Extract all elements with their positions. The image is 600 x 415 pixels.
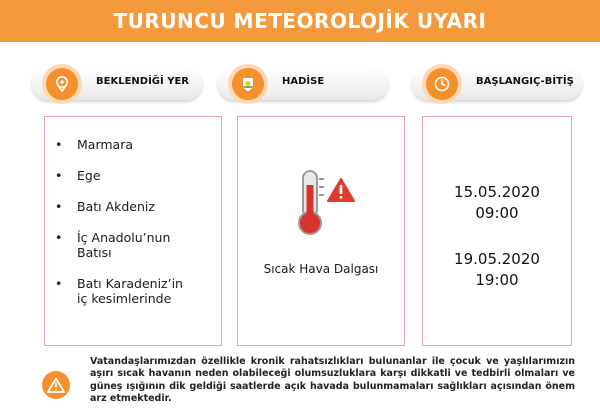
list-item: • Marmara: [55, 137, 133, 152]
banner-title: TURUNCU METEOROLOJİK UYARI: [113, 9, 487, 33]
disclaimer-text: Vatandaşlarımızdan özellikle kronik rahatsızlıkları bulunanlar ile çocuk ve yaşlılarımızın aşırı sıcak havanın neden olabileceği olumsuzluklara karşı dikkatli ve tedbirli olmaları ve güneş ışığının dik geldiği saatlerde açık havada bulunmamaları sağlıkları açısından önem arz etmektedir.: [90, 356, 575, 405]
location-pin-icon: [46, 68, 78, 100]
header-event-label: HADİSE: [282, 76, 325, 87]
header-event: [218, 64, 388, 104]
location-name: Ege: [77, 168, 101, 183]
disclaimer-warning-icon: [42, 371, 70, 399]
list-item: • Ege: [55, 168, 101, 183]
end-time: 19:00: [475, 271, 519, 289]
list-item: • Batı Akdeniz: [55, 199, 155, 214]
location-name: Batı Akdeniz: [77, 199, 155, 214]
end-date: 19.05.2020: [454, 250, 540, 268]
location-list: [55, 137, 215, 322]
thermometer-icon: [290, 169, 330, 237]
location-box: [44, 116, 222, 346]
warning-icon: [326, 177, 356, 203]
list-item: • İç Anadolu’nun Batısı: [55, 230, 171, 260]
header-location-label: BEKLENDİĞİ YER: [96, 76, 189, 87]
location-name: Batı Karadeniz’in iç kesimlerinde: [77, 276, 183, 306]
header-time-label: BAŞLANGIÇ-BİTİŞ: [476, 76, 574, 87]
header-time: [412, 64, 582, 104]
title-banner: [0, 0, 600, 42]
sun-shield-icon: [232, 68, 264, 100]
location-name: Marmara: [77, 137, 133, 152]
clock-icon: [426, 68, 458, 100]
event-box: [237, 116, 405, 346]
header-location: [32, 64, 202, 104]
start-date: 15.05.2020: [454, 183, 540, 201]
event-label: Sıcak Hava Dalgası: [263, 262, 379, 276]
location-name: İç Anadolu’nun Batısı: [77, 230, 171, 260]
start-time: 09:00: [475, 204, 519, 222]
list-item: • Batı Karadeniz’in iç kesimlerinde: [55, 276, 183, 306]
time-box: [422, 116, 572, 346]
